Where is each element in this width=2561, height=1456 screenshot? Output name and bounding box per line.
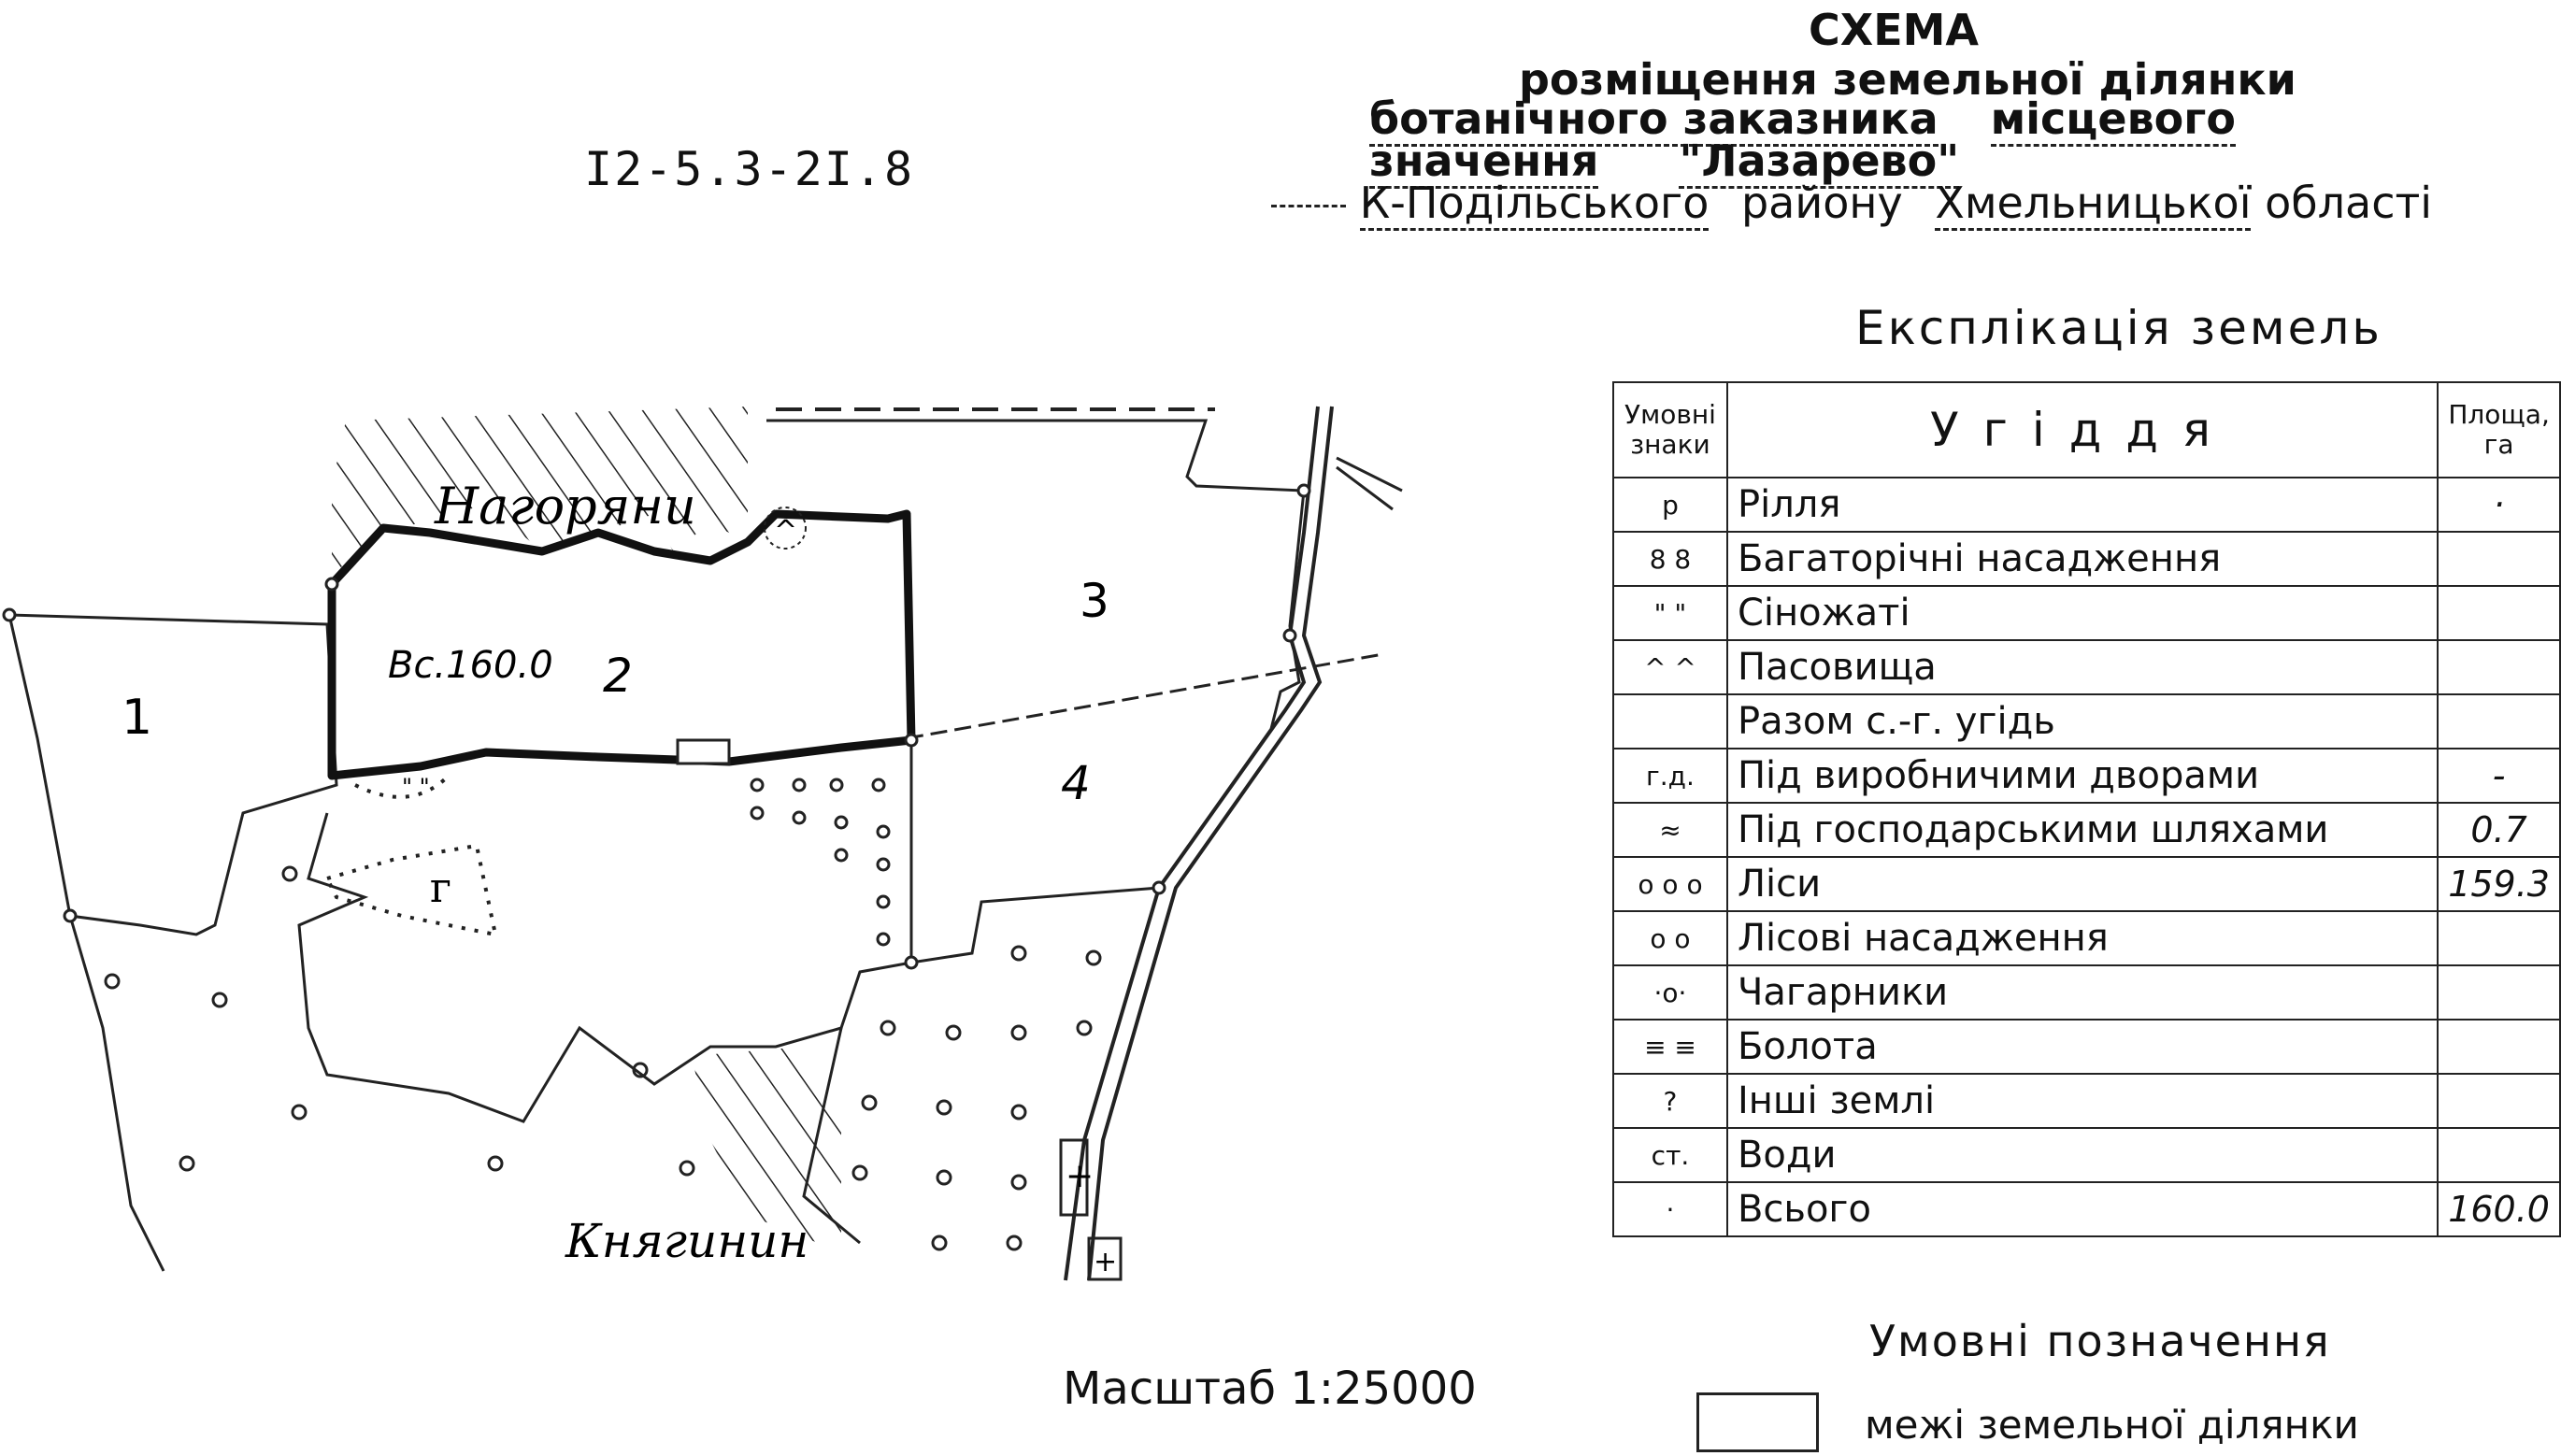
node — [906, 957, 917, 968]
row-symbol: ? — [1613, 1074, 1727, 1128]
title-line-1: СХЕМА — [1809, 5, 1980, 55]
row-area — [2438, 1128, 2560, 1182]
table-row — [1613, 640, 2560, 694]
header-symbol: Умовні знаки — [1613, 382, 1727, 478]
parcel-4-boundary — [911, 740, 1159, 963]
forest-symbols — [106, 779, 1100, 1249]
row-area: · — [2438, 478, 2560, 532]
row-area: 160.0 — [2438, 1182, 2560, 1236]
node — [64, 910, 76, 921]
row-area: 159.3 — [2438, 857, 2560, 911]
title-line-5 — [1271, 178, 2432, 228]
title-line-4b: "Лазарево" — [1679, 136, 1959, 189]
hay-sign: " " — [402, 774, 430, 800]
table-header-row — [1613, 382, 2560, 478]
parcel-3-label: 3 — [1080, 574, 1109, 628]
table-row — [1613, 965, 2560, 1020]
title-line-2: розміщення земельної ділянки — [1519, 54, 2296, 105]
node — [1298, 485, 1309, 496]
row-symbol: · — [1613, 1182, 1727, 1236]
row-symbol: ^ ^ — [1613, 640, 1727, 694]
row-area — [2438, 586, 2560, 640]
row-symbol: ≈ — [1613, 803, 1727, 857]
table-row — [1613, 1074, 2560, 1128]
village-north-label: Нагоряни — [435, 477, 696, 535]
row-symbol: " " — [1613, 586, 1727, 640]
row-symbol: ≡ ≡ — [1613, 1020, 1727, 1074]
row-area — [2438, 965, 2560, 1020]
table-row — [1613, 586, 2560, 640]
row-symbol: 8 8 — [1613, 532, 1727, 586]
table-row — [1613, 1128, 2560, 1182]
table-row — [1613, 1020, 2560, 1074]
row-name: Рілля — [1727, 478, 2438, 532]
row-area: 0.7 — [2438, 803, 2560, 857]
table-row — [1613, 1182, 2560, 1236]
legend-boundary-symbol — [1696, 1392, 1819, 1452]
row-symbol: ст. — [1613, 1128, 1727, 1182]
explication-title: Експлікація земель — [1855, 301, 2382, 355]
row-name: Інші землі — [1727, 1074, 2438, 1128]
title-line-5d: області — [2265, 178, 2433, 228]
title-line-4a: значення — [1369, 136, 1598, 189]
row-area — [2438, 640, 2560, 694]
scale-label: Масштаб 1:25000 — [1063, 1363, 1477, 1415]
row-symbol: ·o· — [1613, 965, 1727, 1020]
title-line-3a: ботанічного заказника — [1369, 93, 1939, 147]
row-name: Разом с.-г. угідь — [1727, 694, 2438, 749]
legend-title: Умовні позначення — [1869, 1316, 2331, 1366]
parcel-1-label: 1 — [122, 690, 153, 746]
parcel-1-boundary — [9, 615, 336, 935]
parcel-2-label: 2 — [603, 649, 633, 703]
row-symbol: o o o — [1613, 857, 1727, 911]
road-sign-2: + — [1094, 1246, 1118, 1278]
title-line-5a: К-Подільського — [1360, 178, 1710, 231]
row-area — [2438, 911, 2560, 965]
row-name: Багаторічні насадження — [1727, 532, 2438, 586]
row-name: Під виробничими дворами — [1727, 749, 2438, 803]
node — [906, 735, 917, 746]
road-line-b — [1089, 407, 1332, 1280]
table-row — [1613, 911, 2560, 965]
table-row — [1613, 749, 2560, 803]
table-row — [1613, 857, 2560, 911]
road-sign-1: + — [1066, 1157, 1095, 1195]
pasture-sign: ^ — [774, 515, 798, 548]
document-code: I2-5.3-2I.8 — [584, 142, 915, 196]
node — [326, 578, 337, 590]
plot-building — [678, 740, 729, 764]
row-symbol: г.д. — [1613, 749, 1727, 803]
table-row — [1613, 532, 2560, 586]
row-name: Болота — [1727, 1020, 2438, 1074]
row-area: - — [2438, 749, 2560, 803]
legend-boundary-text: межі земельної ділянки — [1865, 1402, 2359, 1448]
row-name: Всього — [1727, 1182, 2438, 1236]
row-area — [2438, 694, 2560, 749]
arable-area — [327, 846, 495, 935]
parcel-4-label: 4 — [1061, 756, 1091, 810]
plot-label: Вс.160.0 — [388, 644, 553, 687]
row-name: Сіножаті — [1727, 586, 2438, 640]
node — [4, 609, 15, 621]
row-symbol: р — [1613, 478, 1727, 532]
row-symbol: o o — [1613, 911, 1727, 965]
table-row — [1613, 478, 2560, 532]
explication-table — [1612, 381, 2561, 1237]
arable-sign: г — [430, 864, 452, 912]
row-symbol — [1613, 694, 1727, 749]
map-drawing — [0, 374, 1495, 1290]
header-area: Площа, га — [2438, 382, 2560, 478]
row-area — [2438, 1074, 2560, 1128]
row-name: Лісові насадження — [1727, 911, 2438, 965]
table-row — [1613, 694, 2560, 749]
road-branch-2 — [1337, 467, 1393, 509]
row-area — [2438, 1020, 2560, 1074]
title-line-5c: Хмельницької — [1935, 178, 2251, 231]
title-line-5b: району — [1740, 178, 1903, 228]
village-south-label: Княгинин — [565, 1214, 809, 1268]
forest-edge-west — [70, 916, 164, 1271]
row-name: Чагарники — [1727, 965, 2438, 1020]
title-line-3b: місцевого — [1991, 93, 2236, 147]
row-name: Ліси — [1727, 857, 2438, 911]
node — [1284, 630, 1295, 641]
dash-line — [1271, 205, 1346, 207]
row-name: Під господарськими шляхами — [1727, 803, 2438, 857]
row-area — [2438, 532, 2560, 586]
table-row — [1613, 803, 2560, 857]
node — [1153, 882, 1165, 893]
row-name: Води — [1727, 1128, 2438, 1182]
header-name: Угіддя — [1727, 382, 2438, 478]
row-name: Пасовища — [1727, 640, 2438, 694]
